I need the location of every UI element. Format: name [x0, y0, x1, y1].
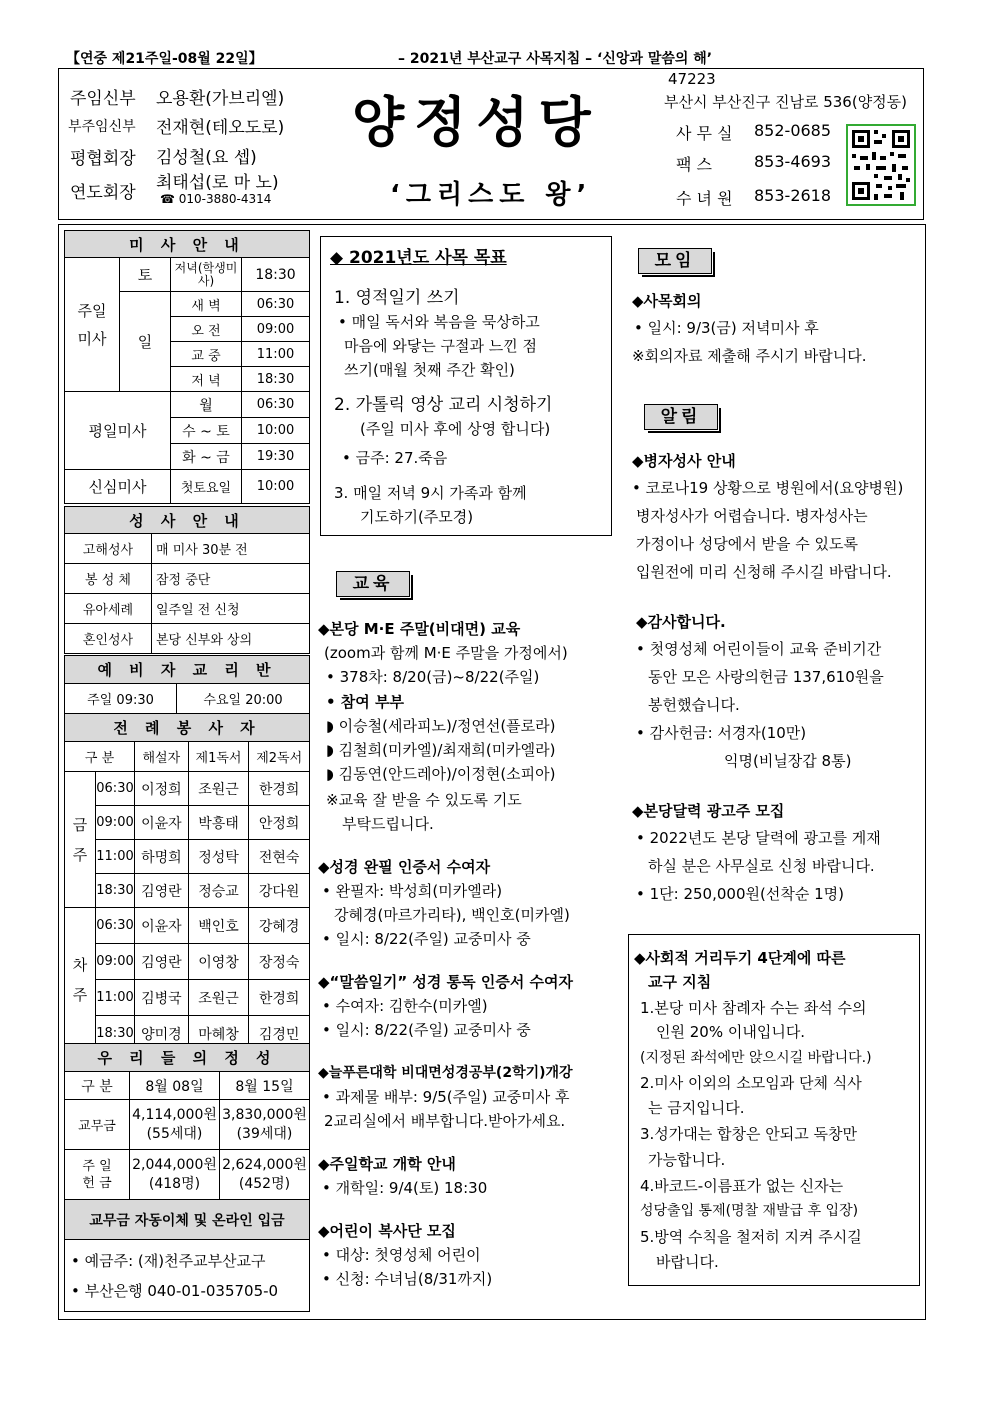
sunday-mass-label: 주일미사	[65, 258, 120, 392]
liturgy-time: 09:00	[96, 944, 135, 980]
liturgy-cell: 박흥태	[188, 806, 249, 840]
liturgy-cell: 강다원	[249, 874, 310, 908]
distancing-line: 는 금지입니다.	[648, 1099, 745, 1117]
transfer-title: 교무금 자동이체 및 온라인 입금	[65, 1200, 310, 1240]
distancing-line: 인원 20% 이내입니다.	[656, 1023, 806, 1041]
liturgy-header: 제1독서	[188, 742, 249, 772]
education-line: ◆늘푸른대학 비대면성경공부(2학기)개강	[318, 1065, 573, 1081]
devotion-mass-label: 신심미사	[65, 470, 171, 504]
liturgy-time: 18:30	[96, 874, 135, 908]
sacrament-title: 성 사 안 내	[65, 507, 310, 534]
distancing-line: 1.본당 미사 참례자 수는 좌석 수의	[640, 999, 867, 1017]
notice-line: 가정이나 성당에서 받을 수 있도록	[636, 535, 858, 553]
next-week-label: 차주	[65, 908, 96, 1052]
education-tag: 교육	[336, 571, 410, 597]
mass-table	[64, 230, 310, 504]
saturday-time-label: 저녁(학생미사)	[171, 258, 242, 292]
liturgy-time: 11:00	[96, 840, 135, 874]
weekday-day: 수 ~ 토	[171, 418, 242, 444]
contact-number: 852-0685	[754, 121, 832, 140]
goals-line: (주일 미사 후에 상영 합니다)	[360, 420, 551, 438]
catechumen-title: 예 비 자 교 리 반	[65, 656, 310, 684]
liturgy-cell: 이영창	[188, 944, 249, 980]
goals-title: ◆ 2021년도 사목 목표	[330, 248, 507, 268]
sacrament-table	[64, 506, 310, 654]
staff-role: 연도회장	[70, 183, 136, 203]
sacrament-info: 매 미사 30분 전	[152, 534, 310, 564]
liturgy-cell: 한경희	[249, 772, 310, 806]
distancing-line: 4.바코드-이름표가 없는 신자는	[640, 1177, 844, 1195]
parish-feast: ‘그리스도 왕’	[390, 180, 593, 210]
sacrament-name: 유아세례	[65, 594, 152, 624]
education-line: ◆주일학교 개학 안내	[318, 1155, 456, 1173]
liturgy-cell: 조원근	[188, 980, 249, 1016]
meeting-line: ※회의자료 제출해 주시기 바랍니다.	[632, 347, 867, 365]
notice-line: • 2022년도 본당 달력에 광고를 게재	[636, 829, 881, 847]
offering-amount: 2,044,000원	[132, 1156, 217, 1173]
notice-line: • 감사헌금: 서경자(10만)	[636, 724, 807, 742]
sunday-row-time: 18:30	[242, 367, 310, 392]
liturgy-cell: 김영란	[135, 944, 189, 980]
education-line: • 완필자: 박성희(미카엘라)	[322, 882, 503, 900]
liturgy-cell: 이정희	[135, 772, 189, 806]
liturgy-cell: 정성탁	[188, 840, 249, 874]
liturgy-cell: 안정희	[249, 806, 310, 840]
liturgy-time: 06:30	[96, 908, 135, 944]
education-line: ◆“말씀일기” 성경 통독 인증서 수여자	[318, 973, 574, 991]
offering-title: 우 리 들 의 정 성	[65, 1044, 310, 1072]
distancing-line: (지정된 좌석에만 앉으시길 바랍니다.)	[640, 1050, 872, 1066]
staff-role: 평협회장	[70, 149, 136, 169]
liturgy-cell: 조원근	[188, 772, 249, 806]
notice-line: 봉헌했습니다.	[648, 696, 740, 714]
sacrament-name: 봉 성 체	[65, 564, 152, 594]
account-holder: • 예금주: (재)천주교부산교구	[71, 1251, 266, 1270]
education-line: ◆성경 완필 인증서 수여자	[318, 858, 491, 876]
goals-line: 쓰기(매월 첫째 주간 확인)	[344, 361, 515, 379]
education-line: (zoom과 함께 M·E 주말을 가정에서)	[324, 644, 568, 662]
weekday-time: 19:30	[242, 444, 310, 470]
goals-line: 3. 매일 저녁 9시 가족과 함께	[334, 484, 527, 502]
liturgy-cell: 한경희	[249, 980, 310, 1016]
notice-tag: 알림	[644, 404, 718, 430]
education-line: ◆어린이 복사단 모집	[318, 1222, 456, 1240]
diocese-motto: – 2021년 부산교구 사목지침 – ‘신앙과 말씀의 해’	[398, 51, 713, 67]
offering-label: 교무금	[65, 1100, 130, 1150]
offering-amount: 4,114,000원	[132, 1106, 217, 1123]
liturgy-cell: 김병국	[135, 980, 189, 1016]
offering-label: 주 일 헌 금	[65, 1150, 130, 1200]
contact-label: 수 녀 원	[676, 189, 733, 208]
contact-number: 853-2618	[754, 186, 832, 205]
sunday-label: 일	[120, 292, 171, 392]
weekday-day: 월	[171, 392, 242, 418]
meeting-line: • 일시: 9/3(금) 저녁미사 후	[634, 319, 819, 337]
weekday-time: 06:30	[242, 392, 310, 418]
liturgy-cell: 김영란	[135, 874, 189, 908]
education-line: • 378차: 8/20(금)~8/22(주일)	[326, 668, 540, 686]
notice-line: 익명(비닐장갑 8통)	[724, 752, 852, 770]
notice-line: • 첫영성체 어린이들이 교육 준비기간	[636, 640, 882, 658]
meeting-tag: 모임	[638, 248, 712, 274]
staff-role: 주임신부	[70, 89, 136, 109]
education-line: • 일시: 8/22(주일) 교중미사 중	[322, 1021, 531, 1039]
postcode: 47223	[668, 70, 716, 88]
notice-line: 하실 분은 사무실로 신청 바랍니다.	[648, 857, 875, 875]
mass-title: 미 사 안 내	[65, 231, 310, 258]
notice-line: • 1단: 250,000원(선착순 1명)	[636, 885, 844, 903]
education-line: ◗ 김철희(미카엘)/최재희(미카엘라)	[326, 741, 556, 759]
notice-line: 동안 모은 사랑의헌금 137,610원을	[648, 668, 884, 686]
liturgy-time: 06:30	[96, 772, 135, 806]
liturgy-time: 18:30	[96, 1016, 135, 1052]
distancing-line: 바랍니다.	[656, 1253, 719, 1271]
devotion-time: 10:00	[242, 470, 310, 504]
this-week-label: 금주	[65, 772, 96, 908]
offering-amount: 2,624,000원	[222, 1156, 307, 1173]
offering-count: (418명)	[148, 1175, 201, 1192]
weekday-day: 화 ~ 금	[171, 444, 242, 470]
distancing-line: 2.미사 이외의 소모임과 단체 식사	[640, 1074, 862, 1092]
liturgy-header: 제2독서	[249, 742, 310, 772]
education-line: • 대상: 첫영성체 어린이	[322, 1246, 481, 1264]
liturgy-title: 전 례 봉 사 자	[65, 714, 310, 742]
staff-name: 김성철(요 셉)	[156, 148, 257, 168]
education-line: 2교리실에서 배부합니다.받아가세요.	[324, 1112, 566, 1130]
sacrament-info: 잠정 중단	[152, 564, 310, 594]
saturday-label: 토	[120, 258, 171, 292]
staff-phone: ☎ 010-3880-4314	[160, 192, 272, 206]
notice-line: ◆감사합니다.	[636, 613, 726, 631]
education-line: ◆본당 M·E 주말(비대면) 교육	[318, 620, 521, 638]
weekday-time: 10:00	[242, 418, 310, 444]
staff-role: 부주임신부	[68, 119, 136, 135]
sacrament-info: 일주일 전 신청	[152, 594, 310, 624]
devotion-day: 첫토요일	[171, 470, 242, 504]
catechumen-sunday: 주일 09:30	[65, 684, 177, 714]
offering-count: (452명)	[238, 1175, 291, 1192]
account-number: • 부산은행 040-01-035705-0	[71, 1281, 279, 1300]
offering-header: 구 분	[65, 1072, 130, 1100]
liturgy-cell: 정승교	[188, 874, 249, 908]
offering-header: 8월 08일	[130, 1072, 220, 1100]
liturgy-cell: 강혜경	[249, 908, 310, 944]
education-line: ◗ 김동연(안드레아)/이정현(소피아)	[326, 765, 556, 783]
liturgy-cell: 마혜창	[188, 1016, 249, 1052]
liturgy-cell: 전현숙	[249, 840, 310, 874]
education-line: • 신청: 수녀님(8/31까지)	[322, 1270, 493, 1288]
sacrament-info: 본당 신부와 상의	[152, 624, 310, 654]
liturgy-time: 11:00	[96, 980, 135, 1016]
notice-line: ◆병자성사 안내	[632, 452, 736, 470]
distancing-line: ◆사회적 거리두기 4단계에 따른	[634, 949, 846, 967]
saturday-time: 18:30	[242, 258, 310, 292]
sunday-row-label: 오 전	[171, 317, 242, 342]
notice-line: ◆본당달력 광고주 모집	[632, 802, 785, 820]
goals-line: 기도하기(주모경)	[360, 508, 474, 526]
catechumen-table	[64, 655, 310, 714]
goals-line: • 금주: 27.죽음	[342, 449, 448, 467]
education-line: ※교육 잘 받을 수 있도록 기도	[326, 791, 522, 809]
issue-label: 【연중 제21주일-08월 22일】	[66, 51, 263, 67]
liturgy-header: 해설자	[135, 742, 189, 772]
distancing-line: 가능합니다.	[648, 1151, 726, 1169]
notice-line: 입원전에 미리 신청해 주시길 바랍니다.	[636, 563, 892, 581]
liturgy-cell: 하명희	[135, 840, 189, 874]
address: 부산시 부산진구 진남로 536(양정동)	[664, 93, 908, 111]
liturgy-cell: 백인호	[188, 908, 249, 944]
liturgy-cell: 장정숙	[249, 944, 310, 980]
education-line: 강혜경(마르가리타), 백인호(미카엘)	[334, 906, 570, 924]
staff-name: 최태섭(로 마 노)	[156, 173, 279, 193]
goals-line: 2. 가톨릭 영상 교리 시청하기	[334, 395, 553, 415]
contact-number: 853-4693	[754, 152, 832, 171]
sunday-row-label: 새 벽	[171, 292, 242, 317]
parish-title: 양정성당	[352, 91, 601, 154]
goals-line: • 매일 독서와 복음을 묵상하고	[338, 313, 540, 331]
offering-count: (39세대)	[236, 1125, 293, 1142]
sacrament-name: 고해성사	[65, 534, 152, 564]
notice-line: 병자성사가 어렵습니다. 병자성사는	[636, 507, 868, 525]
education-line: • 과제물 배부: 9/5(주일) 교중미사 후	[322, 1088, 570, 1106]
liturgy-cell: 이윤자	[135, 908, 189, 944]
distancing-line: 성당출입 통제(명찰 재발급 후 입장)	[640, 1203, 859, 1219]
sunday-row-time: 11:00	[242, 342, 310, 367]
sacrament-name: 혼인성사	[65, 624, 152, 654]
catechumen-wednesday: 수요일 20:00	[177, 684, 310, 714]
sunday-row-label: 교 중	[171, 342, 242, 367]
liturgy-time: 09:00	[96, 806, 135, 840]
notice-line: • 코로나19 상황으로 병원에서(요양병원)	[632, 479, 904, 497]
sunday-row-time: 06:30	[242, 292, 310, 317]
sunday-row-time: 09:00	[242, 317, 310, 342]
education-line: 부탁드립니다.	[342, 815, 434, 833]
liturgy-cell: 양미경	[135, 1016, 189, 1052]
education-line: • 참여 부부	[326, 693, 404, 711]
sunday-row-label: 저 녁	[171, 367, 242, 392]
offering-count: (55세대)	[146, 1125, 203, 1142]
contact-label: 팩 스	[676, 155, 712, 174]
goals-line: 마음에 와닿는 구절과 느낀 점	[344, 337, 537, 355]
liturgy-cell: 이윤자	[135, 806, 189, 840]
staff-name: 전재현(테오도로)	[156, 118, 285, 138]
goals-line: 1. 영적일기 쓰기	[334, 288, 460, 308]
weekday-mass-label: 평일미사	[65, 392, 171, 470]
education-line: ◗ 이승철(세라피노)/정연선(플로라)	[326, 717, 556, 735]
offering-amount: 3,830,000원	[222, 1106, 307, 1123]
education-line: • 수여자: 김한수(미카엘)	[322, 997, 488, 1015]
contact-label: 사 무 실	[676, 124, 733, 143]
distancing-line: 3.성가대는 합창은 안되고 독창만	[640, 1125, 857, 1143]
distancing-line: 5.방역 수칙을 철저히 지켜 주시길	[640, 1228, 862, 1246]
liturgy-table	[64, 713, 310, 1052]
offering-header: 8월 15일	[220, 1072, 310, 1100]
education-line: • 일시: 8/22(주일) 교중미사 중	[322, 930, 531, 948]
education-line: • 개학일: 9/4(토) 18:30	[322, 1179, 488, 1197]
distancing-line: 교구 지침	[648, 973, 712, 991]
offering-table	[64, 1043, 310, 1312]
qr-code[interactable]	[846, 124, 916, 206]
liturgy-cell: 김경민	[249, 1016, 310, 1052]
meeting-line: ◆사목회의	[632, 292, 702, 310]
staff-name: 오용환(가브리엘)	[156, 89, 285, 109]
liturgy-header: 구 분	[65, 742, 135, 772]
